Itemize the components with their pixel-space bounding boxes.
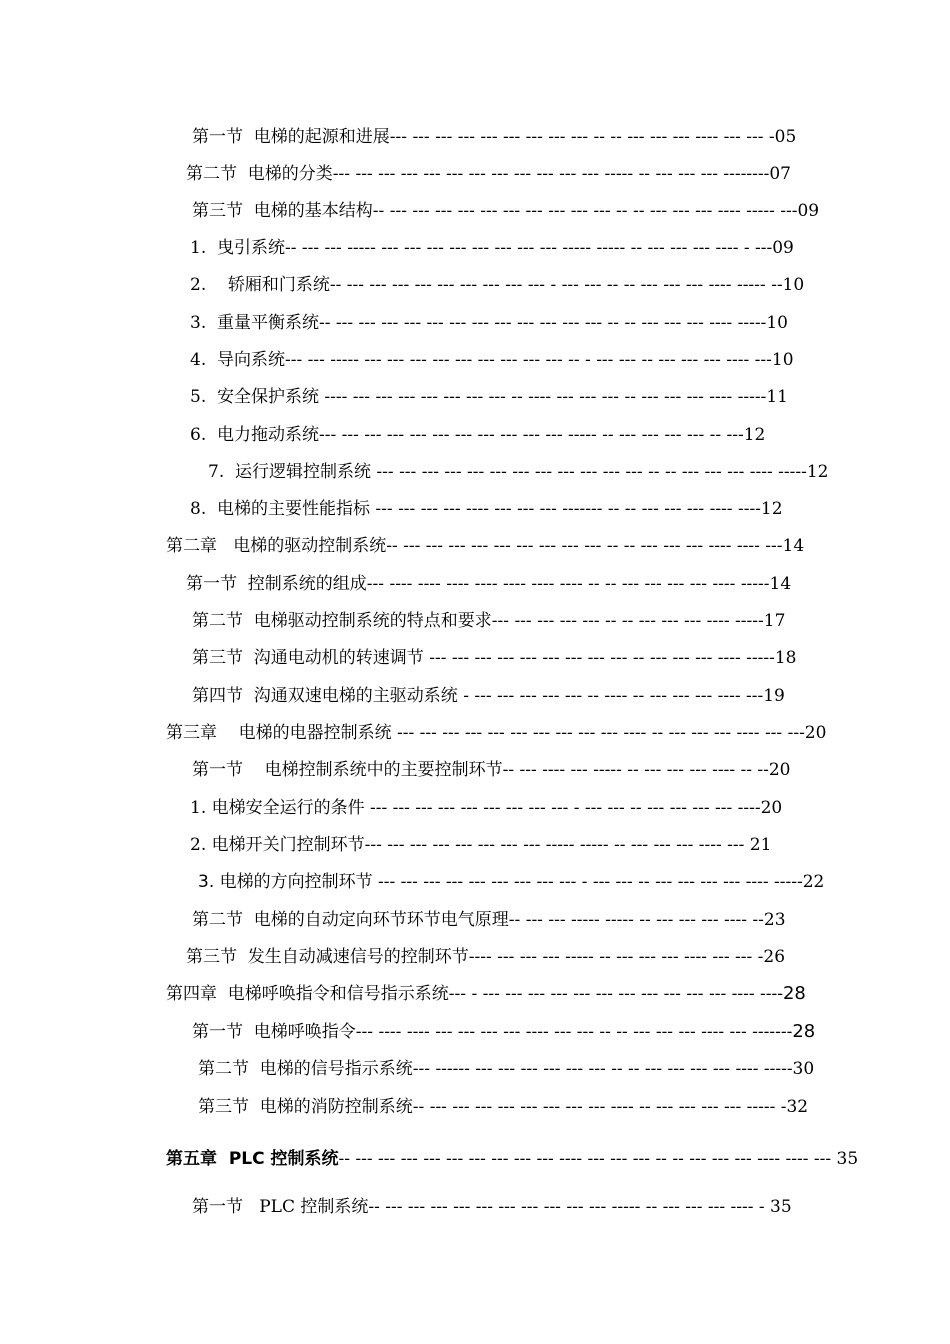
toc-entry-ch1-sec3[interactable]: 第三节 电梯的基本结构-- --- --- --- --- --- --- --- --- --- --- -- -- --- --- --- ---- ----- ---09 bbox=[192, 201, 820, 221]
toc-entry-ch1-item6[interactable]: 6. 电力拖动系统--- --- --- --- --- --- --- --- --- --- --- ----- -- --- --- --- --- -- ---12 bbox=[190, 425, 766, 445]
toc-entry-ch3-item1[interactable]: 1. 电梯安全运行的条件 --- --- --- --- --- --- --- --- --- - --- --- -- --- --- --- --- ----20 bbox=[190, 798, 783, 818]
toc-entry-ch1-item5[interactable]: 5. 安全保护系统 ---- --- --- --- --- --- --- --- -- ---- --- --- --- -- --- --- --- ---- -----11 bbox=[190, 387, 788, 407]
toc-entry-ch2-sec1[interactable]: 第一节 控制系统的组成--- ---- ---- ---- ---- ---- ---- ---- -- -- --- --- --- --- ---- -----14 bbox=[186, 574, 792, 594]
toc-entry-ch4-sec1-page: 28 bbox=[792, 1021, 816, 1042]
toc-entry-ch3-sec3[interactable]: 第三节 发生自动减速信号的控制环节---- --- --- --- ----- -- --- --- --- ---- --- --- -26 bbox=[186, 947, 786, 967]
toc-entry-ch5-title: 第五章 PLC 控制系统 bbox=[166, 1149, 339, 1169]
toc-entry-ch1-item7[interactable]: 7. 运行逻辑控制系统 --- --- --- --- --- --- --- --- --- --- --- --- -- -- --- --- --- ---- -----12 bbox=[208, 462, 829, 482]
toc-entry-ch3-sec2[interactable]: 第二节 电梯的自动定向环节环节电气原理-- --- --- ----- ----- -- --- --- --- ---- --23 bbox=[192, 910, 786, 930]
toc-entry-ch4-text: 第四章 电梯呼唤指令和信号指示系统--- - --- --- --- --- --- --- --- --- --- --- --- ---- ---- bbox=[166, 984, 783, 1004]
toc-entry-ch2-sec3[interactable]: 第三节 沟通电动机的转速调节 --- --- --- --- --- --- --- --- --- -- --- --- --- ---- -----18 bbox=[192, 648, 797, 668]
toc-entry-ch5-sec1[interactable]: 第一节 PLC 控制系统-- --- --- --- --- --- --- --- --- --- --- ----- -- --- --- --- ---- - 35 bbox=[192, 1197, 792, 1217]
toc-entry-ch3-item3[interactable] bbox=[198, 871, 824, 893]
toc-entry-ch1-item3[interactable]: 3. 重量平衡系统-- --- --- --- --- --- --- --- --- --- --- --- --- -- -- --- --- --- ---- -----10 bbox=[190, 313, 788, 333]
toc-entry-ch1-item4[interactable]: 4. 导向系统--- --- ----- --- --- --- --- --- --- --- --- --- -- - --- --- -- --- --- --- ---- ---10 bbox=[190, 350, 794, 370]
toc-entry-ch4-page: 28 bbox=[782, 983, 806, 1004]
toc-entry-ch4[interactable] bbox=[166, 983, 806, 1005]
toc-entry-ch4-sec1[interactable] bbox=[192, 1021, 815, 1043]
toc-entry-ch2-sec2[interactable]: 第二节 电梯驱动控制系统的特点和要求--- --- --- --- --- -- -- --- --- --- ---- -----17 bbox=[192, 611, 786, 631]
toc-entry-ch1-item8[interactable]: 8. 电梯的主要性能指标 --- --- --- --- ---- --- --- --- ------- -- -- --- --- --- ---- ----12 bbox=[190, 499, 783, 519]
toc-entry-ch3-item2[interactable]: 2. 电梯开关门控制环节--- --- --- --- --- --- --- --- ----- ----- -- --- --- --- ---- --- 21 bbox=[190, 835, 772, 855]
toc-entry-ch3[interactable]: 第三章 电梯的电器控制系统 --- --- --- --- --- --- --- --- --- --- ---- -- --- --- --- ---- --- ---20 bbox=[166, 723, 827, 743]
toc-entry-ch1-item2[interactable]: 2. 轿厢和门系统-- --- --- --- --- --- --- --- --- --- - --- --- -- -- --- --- --- ---- ----- --10 bbox=[190, 275, 805, 295]
toc-entry-ch2-sec4[interactable]: 第四节 沟通双速电梯的主驱动系统 - --- --- --- --- --- -- ---- -- --- --- --- ---- ---19 bbox=[192, 686, 785, 706]
toc-entry-ch4-sec3[interactable]: 第三节 电梯的消防控制系统-- --- --- --- --- --- --- --- --- ---- -- --- --- --- --- ----- -32 bbox=[198, 1097, 809, 1117]
toc-entry-ch5-leader: -- --- --- --- --- --- --- --- --- --- ---- --- --- --- -- -- --- --- --- ---- ---- --- 35 bbox=[338, 1149, 859, 1169]
toc-entry-ch4-sec2[interactable]: 第二节 电梯的信号指示系统--- ------ --- --- --- --- --- --- -- -- --- --- --- --- ---- -----30 bbox=[198, 1059, 815, 1079]
toc-entry-ch3-item3-text: 的方向控制环节 --- --- --- --- --- --- --- --- --- - --- --- -- --- --- --- --- ---- -----22 bbox=[253, 872, 825, 892]
toc-entry-ch1-sec2[interactable]: 第二节 电梯的分类--- --- --- --- --- --- --- --- --- --- --- --- ----- -- --- --- --- --------07 bbox=[186, 164, 791, 184]
toc-entry-ch1-item1[interactable]: 1. 曳引系统-- --- --- ----- --- --- --- --- --- --- --- --- ----- ----- -- --- --- --- ---- - ---09 bbox=[190, 238, 794, 258]
toc-entry-ch5[interactable] bbox=[166, 1148, 858, 1170]
toc-entry-ch3-item3-prefix: 3. 电梯 bbox=[198, 872, 254, 892]
toc-entry-ch2[interactable]: 第二章 电梯的驱动控制系统-- --- --- --- --- --- --- --- --- --- -- -- --- --- --- ---- ---- ---14 bbox=[166, 536, 805, 556]
toc-entry-ch4-sec1-text: 第一节 电梯呼唤指令--- ---- ---- --- --- --- --- ---- --- --- -- -- --- --- --- ---- --- ------- bbox=[192, 1022, 793, 1042]
toc-entry-ch3-sec1[interactable]: 第一节 电梯控制系统中的主要控制环节-- --- ---- --- ----- -- --- --- --- ---- -- --20 bbox=[192, 760, 791, 780]
toc-entry-ch1-sec1[interactable]: 第一节 电梯的起源和进展--- --- --- --- --- --- --- --- --- -- -- --- --- --- ---- --- --- -05 bbox=[192, 127, 797, 147]
